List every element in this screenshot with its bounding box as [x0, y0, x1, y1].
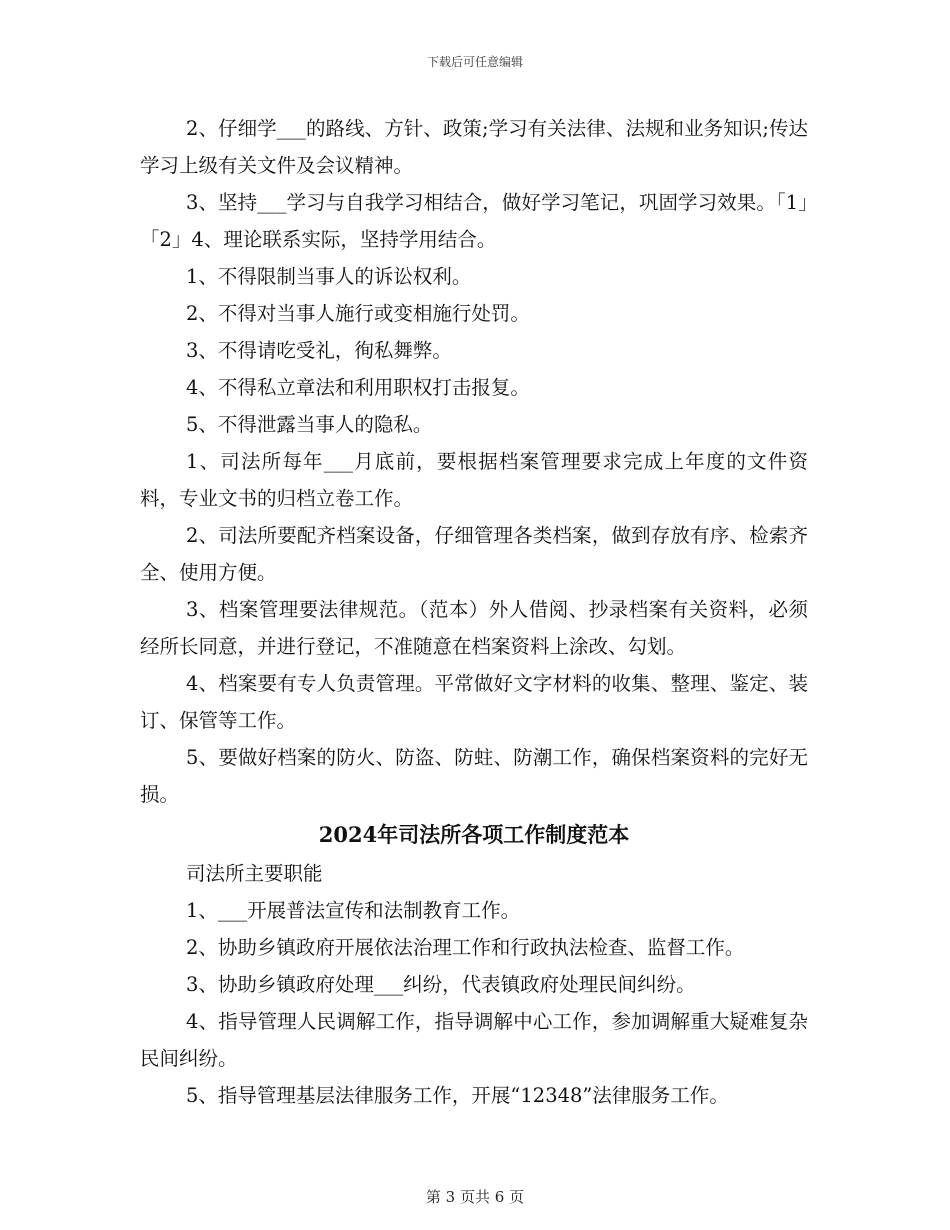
subheading: 司法所主要职能	[186, 862, 323, 885]
paragraph: 3、协助乡镇政府处理___纠纷，代表镇政府处理民间纠纷。	[186, 973, 696, 996]
section-heading: 2024年司法所各项工作制度范本	[318, 822, 630, 847]
paragraph: 4、指导管理人民调解工作，指导调解中心工作，参加调解重大疑难复杂民间纠纷。	[140, 1010, 808, 1070]
paragraph: 2、司法所要配齐档案设备，仔细管理各类档案，做到存放有序、检索齐全、使用方便。	[140, 524, 808, 584]
paragraph: 1、不得限制当事人的诉讼权利。	[186, 265, 472, 288]
paragraph: 5、指导管理基层法律服务工作，开展“12348”法律服务工作。	[186, 1084, 729, 1107]
paragraph: 5、要做好档案的防火、防盗、防蛀、防潮工作，确保档案资料的完好无损。	[140, 746, 808, 806]
paragraph: 3、不得请吃受礼，徇私舞弊。	[186, 339, 452, 362]
paragraph: 3、档案管理要法律规范。（范本）外人借阅、抄录档案有关资料，必须经所长同意，并进行登记，不准随意在档案资料上涂改、勾划。	[140, 598, 808, 658]
paragraph: 5、不得泄露当事人的隐私。	[186, 413, 433, 436]
page-footer: 第 3 页共 6 页	[425, 1188, 525, 1206]
paragraph: 4、不得私立章法和利用职权打击报复。	[186, 376, 530, 399]
paragraph: 2、仔细学___的路线、方针、政策;学习有关法律、法规和业务知识;传达学习上级有关文件及会议精神。	[140, 117, 808, 177]
paragraph: 2、协助乡镇政府开展依法治理工作和行政执法检查、监督工作。	[186, 936, 745, 959]
paragraph: 1、司法所每年___月底前，要根据档案管理要求完成上年度的文件资料，专业文书的归档立卷工作。	[140, 450, 808, 510]
paragraph: 1、___开展普法宣传和法制教育工作。	[186, 899, 521, 922]
paragraph: 3、坚持___学习与自我学习相结合，做好学习笔记，巩固学习效果。「1」「2」4、理论联系实际，坚持学用结合。	[140, 191, 808, 251]
document-body	[140, 110, 808, 1114]
page-header: 下载后可任意编辑	[426, 55, 523, 69]
paragraph: 4、档案要有专人负责管理。平常做好文字材料的收集、整理、鉴定、装订、保管等工作。	[140, 672, 808, 732]
paragraph: 2、不得对当事人施行或变相施行处罚。	[186, 302, 530, 325]
